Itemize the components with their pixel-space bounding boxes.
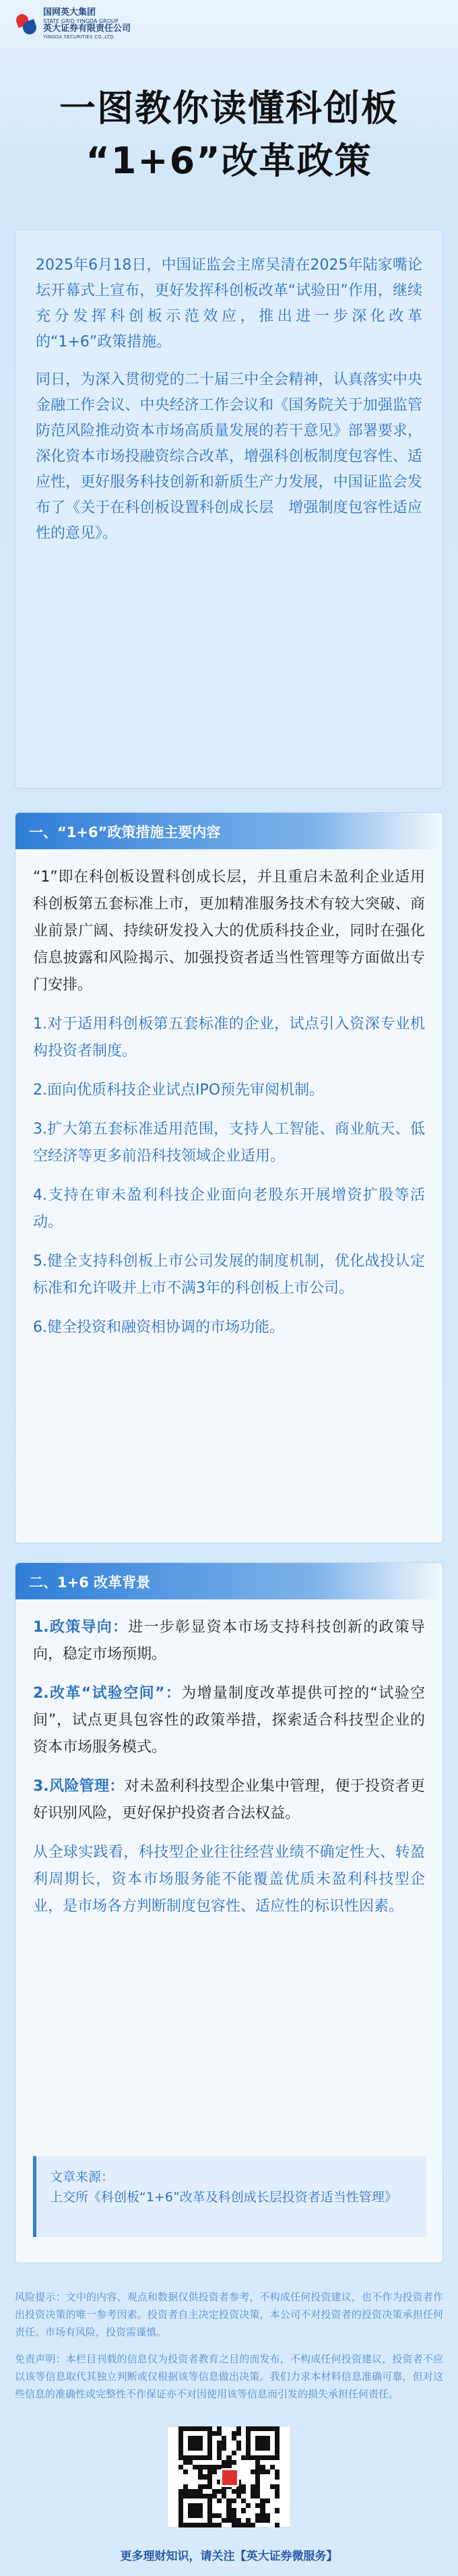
point-text: 为增量制度改革提供可控的“试验空间”，试点更具包容性的政策举措，探索适合科技型企业的资本市场服务模式。	[33, 1685, 425, 1756]
section-measures	[15, 812, 443, 1543]
intro-paragraph-2: 同日，为深入贯彻党的二十届三中全会精神，认真落实中央金融工作会议、中央经济工作会议和《国务院关于加强监管防范风险推动资本市场高质量发展的若干意见》部署要求，深化资本市场投融资综合改革，增强科创板制度包容性、适应性，更好服务科技创新和新质生产力发展，中国证监会发布了《关于在科创板设置科创成长层 增强制度包容性适应性的意见》。	[36, 371, 422, 542]
list-item: 4.支持在审未盈利科技企业面向老股东开展增资扩股等活动。	[33, 1187, 425, 1231]
list-item: 1.对于适用科创板第五套标准的企业，试点引入资深专业机构投资者制度。	[33, 1016, 425, 1060]
background-point-3	[33, 1773, 425, 1827]
disclaimer	[15, 2288, 443, 2412]
disclaimer-notice: 免责声明：本栏目刊载的信息仅为投资者教育之目的而发布，不构成任何投资建议，投资者不应以该等信息取代其独立判断或仅根据该等信息做出决策。我们力求本材料信息准确可靠，但对这些信息的准确性或完整性不作保证亦不对因使用该等信息而引发的损失承担任何责任。	[15, 2353, 443, 2400]
list-item: 2.面向优质科技企业试点IPO预先审阅机制。	[33, 1082, 325, 1099]
section-header	[15, 813, 443, 849]
qr-code[interactable]	[167, 2426, 291, 2527]
source-quote	[33, 2156, 426, 2237]
section-header	[15, 1563, 443, 1599]
brand-sub-en: YINGDA SECURITIES CO.,LTD.	[43, 34, 116, 40]
keyword: 2.改革“试验空间”：	[33, 1685, 182, 1702]
intro-card	[15, 229, 443, 789]
section-lead: “1”即在科创板设置科创成长层，并且重启未盈利企业适用科创板第五套标准上市，更加精准服务技术有较大突破、商业前景广阔、持续研发投入大的优质科技企业，同时在强化信息披露和风险揭示、加强投资者适当性管理等方面做出专门安排。	[33, 869, 425, 993]
list-item: 3.扩大第五套标准适用范围，支持人工智能、商业航天、低空经济等更多前沿科技领域企业适用。	[33, 1121, 425, 1165]
background-summary: 从全球实践看，科技型企业往往经营业绩不确定性大、转盈利周期长，资本市场服务能不能覆盖优质未盈利科技型企业，是市场各方判断制度包容性、适应性的标识性因素。	[33, 1844, 425, 1915]
page-title-line1: 一图教你读懂科创板	[59, 87, 399, 129]
background-point-1	[33, 1614, 425, 1668]
brand-logo	[15, 8, 131, 40]
brand-name-en: STATE GRID YINGDA GROUP	[43, 18, 119, 24]
risk-notice: 风险提示：文中的内容、观点和数据仅供投资者参考，不构成任何投资建议，也不作为投资者作出投资决策的唯一参考因素。投资者自主决定投资决策，本公司不对投资者的投资决策承担任何责任。市场有风险，投资需谨慎。	[15, 2291, 443, 2338]
point-text: 进一步彰显资本市场支持科技创新的政策导向，稳定市场预期。	[33, 1619, 425, 1663]
list-item: 6.健全投资和融资相协调的市场功能。	[33, 1319, 284, 1336]
list-item: 5.健全支持科创板上市公司发展的制度机制，优化战投认定标准和允许吸并上市不满3年的科创板上市公司。	[33, 1253, 425, 1297]
keyword: 1.政策导向：	[33, 1619, 129, 1636]
point-text: 对未盈利科技型企业集中管理，便于投资者更好识别风险，更好保护投资者合法权益。	[33, 1778, 425, 1822]
page-title-line2: “1+6”改革政策	[86, 140, 372, 182]
background-point-2	[33, 1680, 425, 1761]
intro-paragraph-1: 2025年6月18日，中国证监会主席吴清在2025年陆家嘴论坛开幕式上宣布，更好发挥科创板改革“试验田”作用，继续充分发挥科创板示范效应，推出进一步深化改革的“1+6”政策措施。	[36, 257, 422, 350]
section-heading: 一、“1+6”政策措施主要内容	[29, 824, 221, 840]
source-label: 文章来源：	[50, 2170, 115, 2184]
brand-name-cn: 国网英大集团	[43, 7, 96, 18]
qr-logo-icon	[220, 2468, 239, 2487]
brand-sub-cn: 英大证券有限责任公司	[43, 24, 131, 34]
logo-mark-icon	[15, 13, 38, 36]
footer-follow-text: 更多理财知识，请关注【英大证券微服务】	[120, 2550, 338, 2563]
source-text: 上交所《科创板“1+6”改革及科创成长层投资者适当性管理》	[50, 2190, 397, 2205]
section-background	[15, 1562, 443, 2263]
section-heading: 二、1+6 改革背景	[29, 1574, 151, 1591]
keyword: 3.风险管理：	[33, 1778, 125, 1795]
